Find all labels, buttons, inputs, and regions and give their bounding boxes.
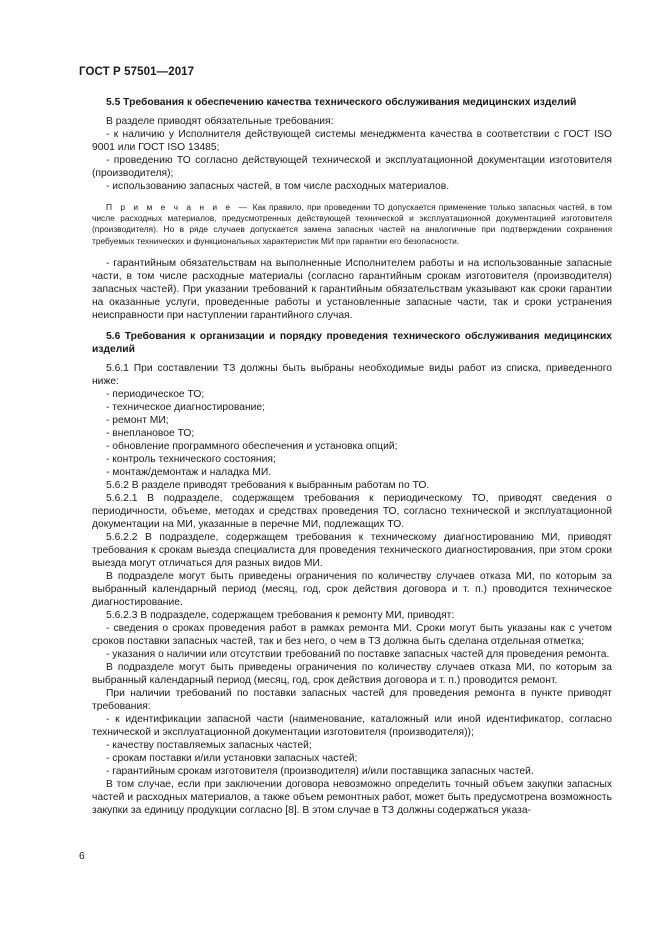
list-item: - к идентификации запасной части (наименование, каталожный или иной идентификатор, согласно технической и эксплуатационной документации изготовителя (производителя)); <box>92 713 612 738</box>
list-item: - гарантийным срокам изготовителя (производителя) и/или поставщика запасных частей. <box>106 765 534 777</box>
list-item: - техническое диагностирование; <box>106 401 265 413</box>
list-item: - качеству поставляемых запасных частей; <box>106 739 312 751</box>
list-item: - использованию запасных частей, в том числе расходных материалов. <box>106 181 450 192</box>
clause-5-6-2: 5.6.2 В разделе приводят требования к выбранным работам по ТО. <box>106 479 430 491</box>
clause-5-6-2-3-spare-parts: При наличии требований по поставки запасных частей для проведения ремонта в пункте приводят требования: <box>92 687 612 712</box>
list-item: - срокам поставки и/или установки запасных частей; <box>106 752 358 764</box>
clause-5-6-2-1: 5.6.2.1 В подразделе, содержащем требования к периодическому ТО, приводят сведения о периодичности, объеме, методах и средствах проведения ТО, согласно технической и эксплуатационной документации на МИ, указанные в перечне МИ, подлежащих ТО. <box>92 492 612 530</box>
clause-5-6-2-3-procurement: В том случае, если при заключении договора невозможно определить точный объем закупки запасных частей и расходных материалов, а также объем ремонтных работ, может быть предусмотрена возможность закупки за единицу продукции согласно [8]. В этом случае в ТЗ должны содержаться указа- <box>92 778 612 816</box>
list-item: - монтаж/демонтаж и наладка МИ. <box>106 466 272 478</box>
note-paragraph <box>92 202 612 247</box>
document-body <box>92 96 612 817</box>
list-item: - ремонт МИ; <box>106 414 169 426</box>
section-5-5-intro: В разделе приводят обязательные требования: <box>106 116 334 127</box>
list-item: - обновление программного обеспечения и установка опций; <box>106 440 398 452</box>
list-item: - контроль технического состояния; <box>106 453 276 465</box>
list-item: - внеплановое ТО; <box>106 427 195 439</box>
list-item: - к наличию у Исполнителя действующей системы менеджмента качества в соответствии с ГОСТ ISO 9001 или ГОСТ ISO 13485; <box>92 129 612 153</box>
list-item: - периодическое ТО; <box>106 388 205 400</box>
section-5-5-title: 5.5 Требования к обеспечению качества технического обслуживания медицинских изделий <box>106 97 577 108</box>
list-item: - сведения о сроках проведения работ в рамках ремонта МИ. Сроки могут быть указаны как с учетом сроков поставки запасных частей, так и без него, о чем в ТЗ должна быть сделана отдельная отметка; <box>92 622 612 647</box>
warranty-paragraph: - гарантийным обязательствам на выполненные Исполнителем работы и на использованные запасные части, в том числе расходные материалы (согласно гарантийным срокам изготовителя (производителя) запасных частей). При указании требований к гарантийным обязательствам указывают как сроки гарантии на оказанные услуги, проведенные работы и установленные запасные части, так и сроки устранения неисправности при наступлении гарантийного случая. <box>92 257 612 321</box>
note-text: Как правило, при проведении ТО допускается применение только запасных частей, в том числе расходных материалов, предусмотренных действующей технической и эксплуатационной документацией изготовителя (производителя). Но в ряде случаев допускается замена запасных частей на аналогичные при подтверждении сохранения требуемых технических и функциональных характеристик МИ при гарантии его безопасности. <box>92 202 613 246</box>
clause-5-6-2-3-limits: В подразделе могут быть приведены ограничения по количеству случаев отказа МИ, по которым за выбранный календарный период (месяц, год, срок действия договора и т. п.) проводится ремонт. <box>92 661 612 686</box>
section-5-6-title: 5.6 Требования к организации и порядку проведения технического обслуживания медицинских изделий <box>92 330 612 355</box>
standard-header: ГОСТ Р 57501—2017 <box>79 66 195 78</box>
note-label: П р и м е ч а н и е — <box>106 202 250 212</box>
clause-5-6-2-2-limits: В подразделе могут быть приведены ограничения по количеству случаев отказа МИ, по которым за выбранный календарный период (месяц, год, срок действия договора и т. п.) проводится техническое диагностирование. <box>92 570 612 608</box>
clause-5-6-1: 5.6.1 При составлении ТЗ должны быть выбраны необходимые виды работ из списка, приведенного ниже: <box>92 362 612 387</box>
clause-5-6-2-2: 5.6.2.2 В подразделе, содержащем требования к техническому диагностированию МИ, приводят требования к срокам выезда специалиста для проведения технического диагностирования, при этом сроки выезда могут отличаться для разных видов МИ. <box>92 531 612 569</box>
list-item: - указания о наличии или отсутствии требований по поставке запасных частей для проведения ремонта. <box>106 648 610 660</box>
clause-5-6-2-3: 5.6.2.3 В подразделе, содержащем требования к ремонту МИ, приводят: <box>106 609 455 621</box>
page-number: 6 <box>79 851 85 862</box>
list-item: - проведению ТО согласно действующей технической и эксплуатационной документации изготовителя (производителя); <box>92 155 612 179</box>
